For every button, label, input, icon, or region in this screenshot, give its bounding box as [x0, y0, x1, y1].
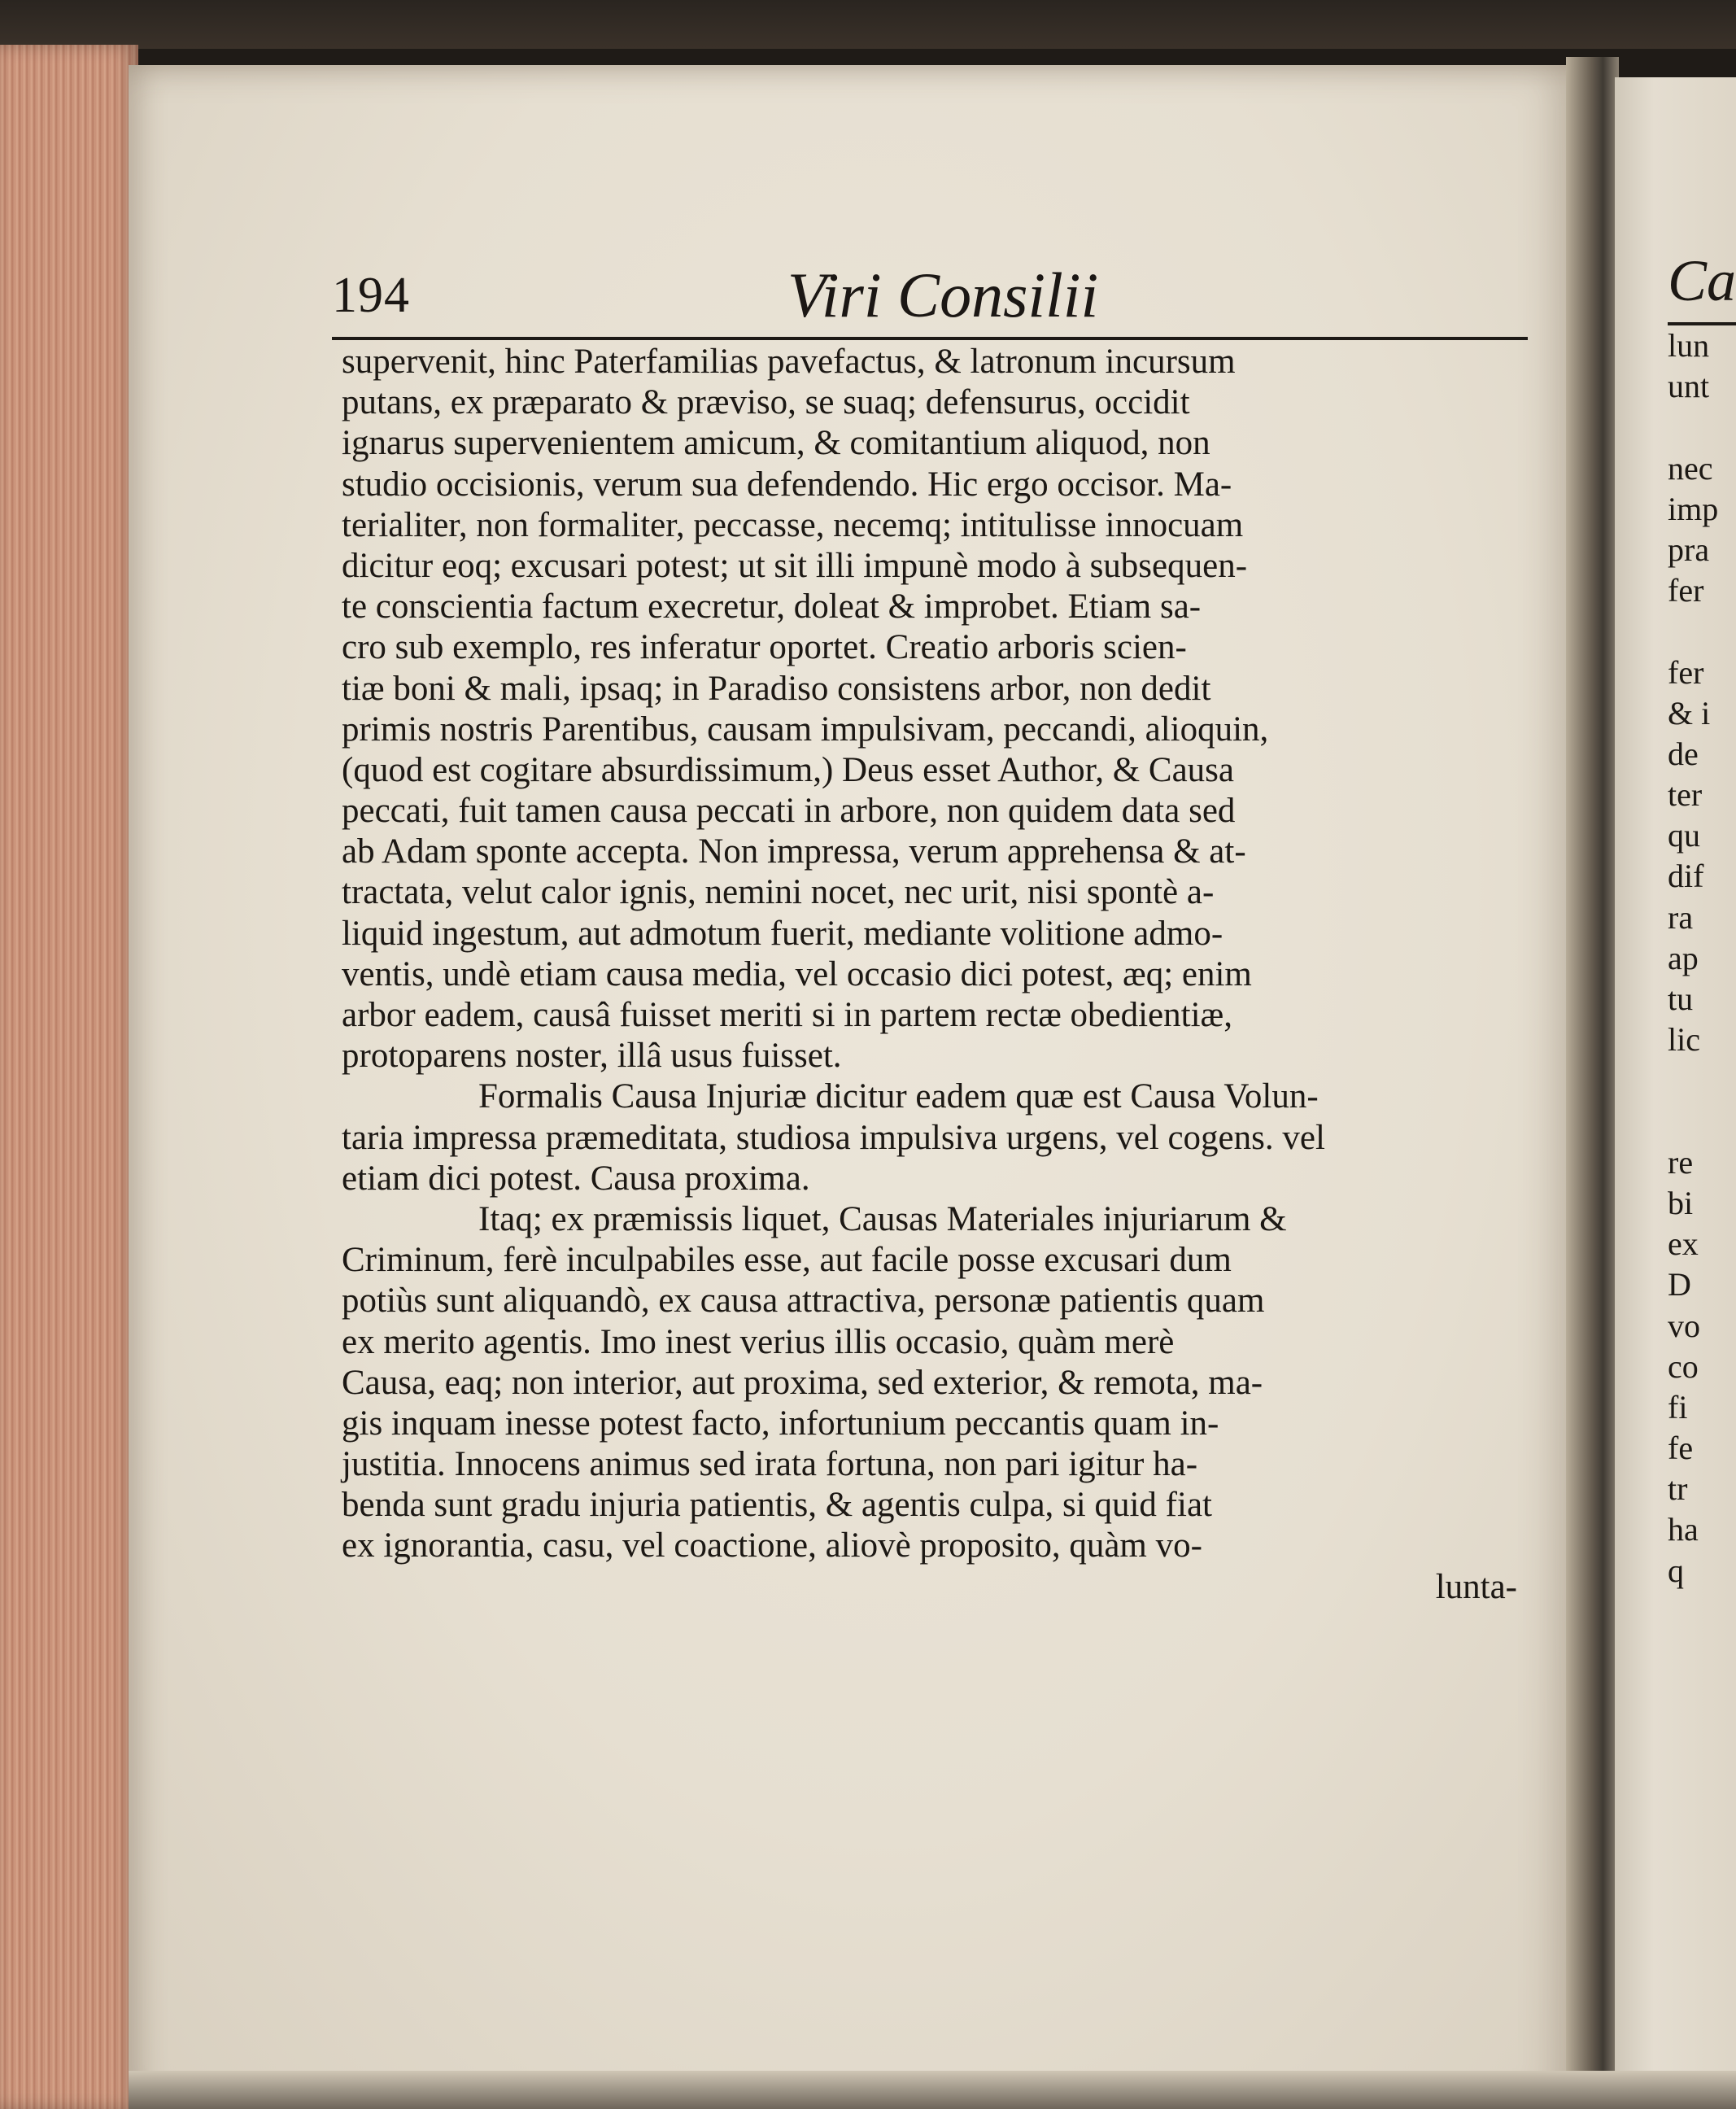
page-stack-edge	[0, 45, 138, 2109]
facing-page-line: fer	[1668, 572, 1704, 609]
facing-page-head: Ca	[1668, 248, 1736, 313]
facing-page-line: q	[1668, 1552, 1684, 1589]
text-line: taria impressa præmeditata, studiosa impulsiva urgens, vel cogens. vel	[342, 1118, 1325, 1157]
facing-page-line: unt	[1668, 368, 1710, 405]
facing-page-line: & i	[1668, 694, 1711, 731]
text-line: ex merito agentis. Imo inest verius illis occasio, quàm merè	[342, 1322, 1175, 1361]
facing-page-line: fe	[1668, 1430, 1694, 1467]
text-line: liquid ingestum, aut admotum fuerit, mediante volitione admo-	[342, 914, 1223, 953]
text-line: Itaq; ex præmissis liquet, Causas Materiales injuriarum &	[478, 1199, 1287, 1238]
text-line: studio occisionis, verum sua defendendo. Hic ergo occisor. Ma-	[342, 465, 1232, 504]
text-line: terialiter, non formaliter, peccasse, necemq; intitulisse innocuam	[342, 505, 1244, 544]
text-line: putans, ex præparato & præviso, se suaq; defensurus, occidit	[342, 383, 1190, 422]
text-line: ab Adam sponte accepta. Non impressa, verum apprehensa & at-	[342, 832, 1246, 871]
text-line: gis inquam inesse potest facto, infortunium peccantis quam in-	[342, 1404, 1219, 1443]
text-line: potiùs sunt aliquandò, ex causa attractiva, personæ patientis quam	[342, 1282, 1265, 1321]
text-line: ex ignorantia, casu, vel coactione, aliovè proposito, quàm vo-	[342, 1526, 1202, 1565]
facing-page-line: tr	[1668, 1470, 1688, 1508]
facing-page-line: ex	[1668, 1225, 1699, 1263]
book-gutter	[1566, 57, 1619, 2109]
text-line: etiam dici potest. Causa proxima.	[342, 1159, 810, 1198]
text-line: cro sub exemplo, res inferatur oportet. Creatio arboris scien-	[342, 628, 1187, 667]
page-bottom-shadow	[129, 2071, 1736, 2109]
facing-page-line: lic	[1668, 1021, 1700, 1059]
facing-page-fragment	[1668, 244, 1736, 1592]
text-line: benda sunt gradu injuria patientis, & agentis culpa, si quid fiat	[342, 1486, 1212, 1525]
facing-page-line: imp	[1668, 490, 1719, 527]
text-line: (quod est cogitare absurdissimum,) Deus esset Author, & Causa	[342, 750, 1234, 789]
facing-page-line: fer	[1668, 653, 1704, 691]
text-line: tractata, velut calor ignis, nemini nocet, nec urit, nisi spontè a-	[342, 873, 1215, 912]
facing-page-line: ter	[1668, 776, 1703, 814]
catchword: lunta-	[1435, 1567, 1517, 1606]
text-line: justitia. Innocens animus sed irata fortuna, non pari igitur ha-	[342, 1445, 1198, 1484]
text-line: arbor eadem, causâ fuisset meriti si in partem rectæ obedientiæ,	[342, 996, 1232, 1034]
text-line: ignarus supervenientem amicum, & comitantium aliquod, non	[342, 424, 1210, 463]
facing-page-line: tu	[1668, 980, 1694, 1017]
facing-page-line: ha	[1668, 1511, 1699, 1548]
text-line: Causa, eaq; non interior, aut proxima, sed exterior, & remota, ma-	[342, 1363, 1263, 1402]
facing-page-line	[1668, 1102, 1736, 1142]
text-line: supervenit, hinc Paterfamilias pavefactus, & latronum incursum	[342, 343, 1236, 381]
page-header	[332, 259, 1528, 340]
text-line: ventis, undè etiam causa media, vel occasio dici potest, æq; enim	[342, 954, 1252, 993]
facing-page-line: vo	[1668, 1307, 1700, 1344]
facing-page-line: re	[1668, 1143, 1694, 1181]
text-line: peccati, fuit tamen causa peccati in arbore, non quidem data sed	[342, 792, 1236, 831]
book-top-edge	[0, 0, 1736, 49]
text-line: primis nostris Parentibus, causam impulsivam, peccandi, alioquin,	[342, 710, 1269, 749]
page-number: 194	[332, 268, 410, 323]
text-line: dicitur eoq; excusari potest; ut sit illi impunè modo à subsequen-	[342, 546, 1248, 585]
text-line: Formalis Causa Injuriæ dicitur eadem quæ est Causa Volun-	[478, 1077, 1319, 1116]
text-line: te conscientia factum execretur, doleat & improbet. Etiam sa-	[342, 587, 1202, 627]
facing-page-line: dif	[1668, 858, 1704, 895]
facing-page-line	[1668, 1060, 1736, 1101]
facing-page-line: fi	[1668, 1388, 1688, 1426]
text-line: tiæ boni & mali, ipsaq; in Paradiso consistens arbor, non dedit	[342, 669, 1211, 708]
facing-page-line	[1668, 407, 1736, 448]
facing-page-line: de	[1668, 735, 1699, 772]
text-line: Criminum, ferè inculpabiles esse, aut facile posse excusari dum	[342, 1241, 1232, 1280]
running-head: Viri Consilii	[787, 260, 1099, 330]
facing-page-line: ra	[1668, 898, 1694, 936]
facing-page-line: ap	[1668, 939, 1699, 976]
facing-page-line: lun	[1668, 327, 1710, 364]
facing-page-line: nec	[1668, 449, 1713, 487]
facing-page-line: qu	[1668, 817, 1700, 854]
facing-page-line	[1668, 611, 1736, 652]
body-text	[342, 342, 1554, 1608]
text-line: protoparens noster, illâ usus fuisset.	[342, 1037, 842, 1076]
facing-page-line: co	[1668, 1347, 1699, 1385]
facing-page-line: bi	[1668, 1184, 1694, 1221]
facing-page-line: D	[1668, 1266, 1691, 1303]
header-rule	[332, 337, 1528, 340]
facing-page-line: pra	[1668, 531, 1710, 568]
